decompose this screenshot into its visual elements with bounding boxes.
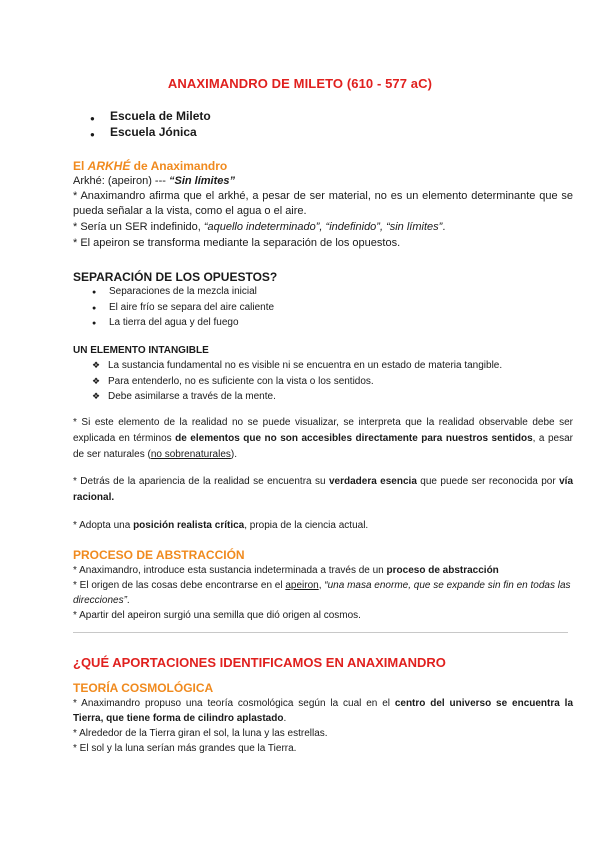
abstraccion-paragraph-2: * El origen de las cosas debe encontrarse en el apeiron, “una masa enorme, que se expande sin fin en todas las direcciones”. xyxy=(73,580,571,606)
realidad-paragraph: * Si este elemento de la realidad no se puede visualizar, se interpreta que la realidad observable debe ser explicada en términos de elementos que no son accesibles directamente para nuestros sentidos, a pesar de ser naturales (no sobrenaturales). xyxy=(73,417,573,460)
list-item: ❖ Para entenderlo, no es suficiente con la vista o los sentidos. xyxy=(92,374,502,390)
schools-list xyxy=(92,108,211,140)
cosmologica-paragraph-3: * El sol y la luna serían más grandes que la Tierra. xyxy=(73,743,297,754)
aportaciones-heading: ¿QUÉ APORTACIONES IDENTIFICAMOS EN ANAXIMANDRO xyxy=(73,655,446,670)
posicion-paragraph: * Adopta una posición realista crítica, propia de la ciencia actual. xyxy=(73,520,369,531)
arkhe-paragraph-2: * Sería un SER indefinido, “aquello indeterminado”, “indefinido”, “sin límites”. xyxy=(73,221,446,233)
list-item: ❖ La sustancia fundamental no es visible ni se encuentra en un estado de materia tangible. xyxy=(92,358,502,374)
list-item: ● Escuela de Mileto xyxy=(92,108,211,124)
separacion-heading: SEPARACIÓN DE LOS OPUESTOS? xyxy=(73,270,278,284)
list-item: ● Separaciones de la mezcla inicial xyxy=(92,284,274,300)
section-divider xyxy=(73,632,568,633)
abstraccion-heading: PROCESO DE ABSTRACCIÓN xyxy=(73,548,245,562)
abstraccion-paragraph-3: * Apartir del apeiron surgió una semilla que dió origen al cosmos. xyxy=(73,610,361,621)
cosmologica-paragraph-1: * Anaximandro propuso una teoría cosmológica según la cual en el centro del universo se encuentra la Tierra, que tiene forma de cilindro aplastado. xyxy=(73,698,574,724)
list-item: ● El aire frío se separa del aire caliente xyxy=(92,300,274,316)
arkhe-definition: Arkhé: (apeiron) --- “Sin límites” xyxy=(73,175,236,187)
arkhe-heading: El ARKHÉ de Anaximandro xyxy=(73,159,228,173)
intangible-heading: UN ELEMENTO INTANGIBLE xyxy=(73,345,209,356)
cosmologica-paragraph-2: * Alrededor de la Tierra giran el sol, la luna y las estrellas. xyxy=(73,728,328,739)
abstraccion-paragraph-1: * Anaximandro, introduce esta sustancia indeterminada a través de un proceso de abstracción xyxy=(73,565,499,576)
list-item: ● La tierra del agua y del fuego xyxy=(92,315,274,331)
separacion-list xyxy=(92,284,274,331)
intangible-list xyxy=(92,358,502,405)
list-item: ❖ Debe asimilarse a través de la mente. xyxy=(92,389,502,405)
cosmologica-heading: TEORÍA COSMOLÓGICA xyxy=(73,681,214,695)
arkhe-paragraph-1: * Anaximandro afirma que el arkhé, a pesar de ser material, no es un elemento determinante que se pueda señalar a la vista, como el agua o el aire. xyxy=(73,190,573,217)
page-title: ANAXIMANDRO DE MILETO (610 - 577 aC) xyxy=(167,76,433,91)
esencia-paragraph: * Detrás de la apariencia de la realidad se encuentra su verdadera esencia que puede ser reconocida por vía racional. xyxy=(73,476,574,503)
arkhe-paragraph-3: * El apeiron se transforma mediante la separación de los opuestos. xyxy=(73,237,401,249)
list-item: ● Escuela Jónica xyxy=(92,124,211,140)
